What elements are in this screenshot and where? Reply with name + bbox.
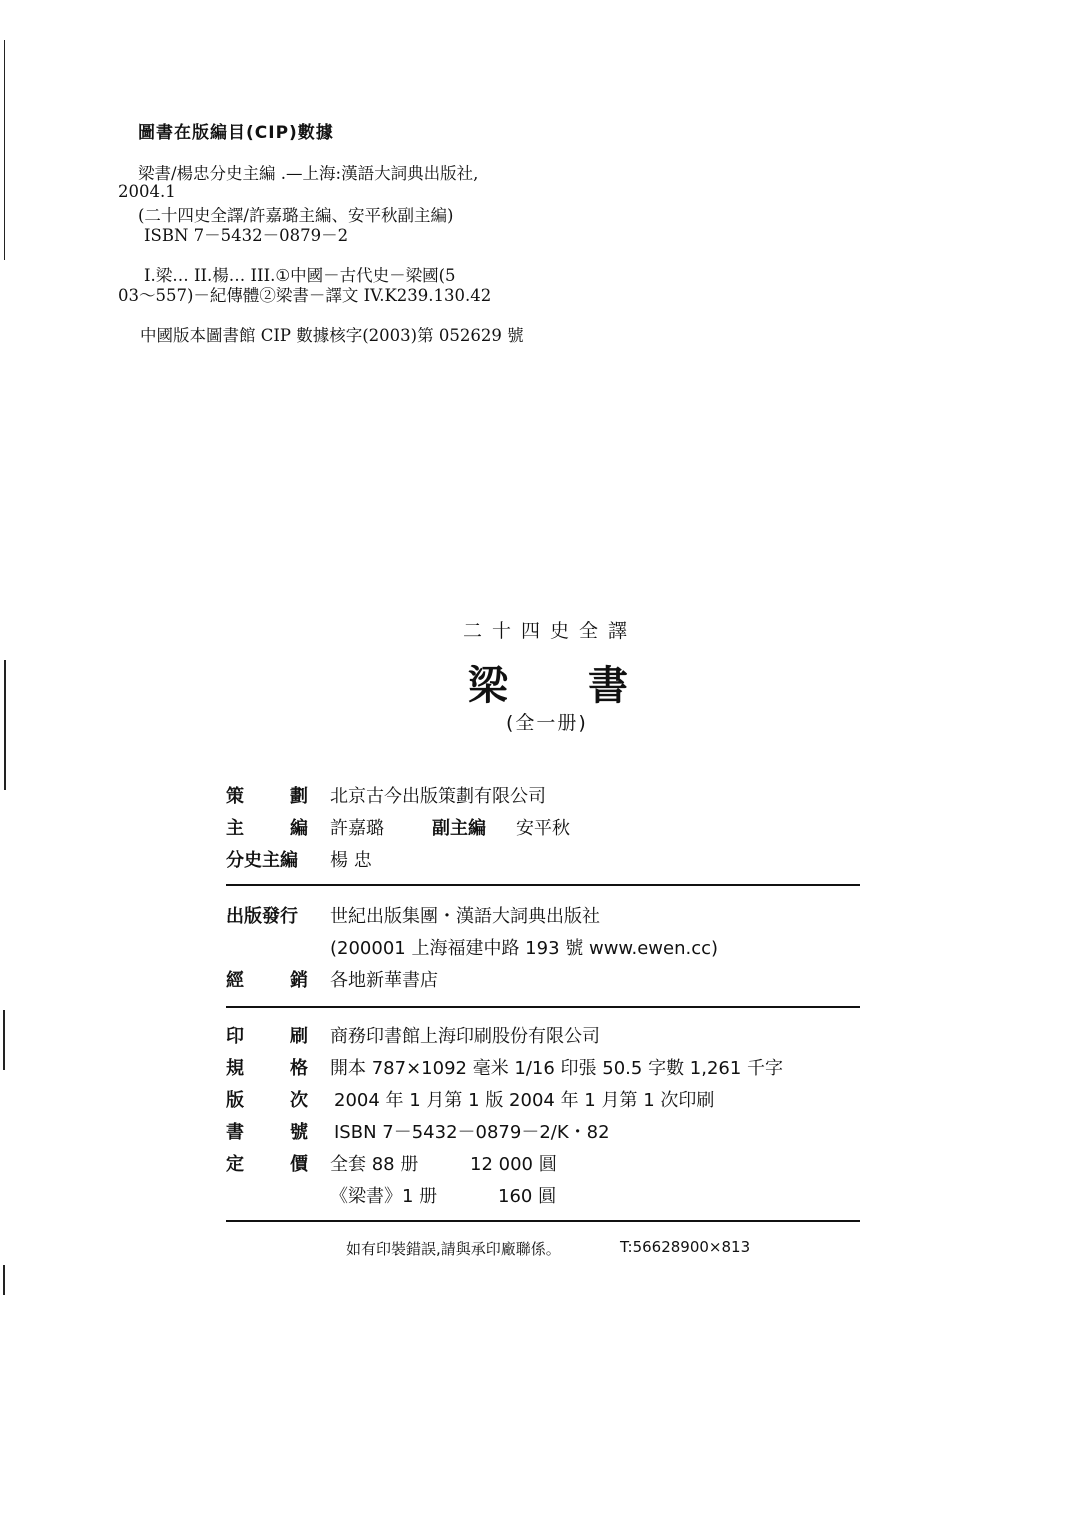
- value-price-set: 全套 88 册: [330, 1154, 419, 1175]
- value-publisher: 世紀出版集團・漢語大詞典出版社: [330, 906, 600, 927]
- label-char: 主: [226, 818, 244, 839]
- value-planning: 北京古今出版策劃有限公司: [330, 786, 546, 807]
- label-char: 規: [226, 1058, 244, 1079]
- label-char: 編: [290, 818, 308, 839]
- cip-line: 03～557)－紀傳體②梁書－譯文 IV.K239.130.42: [118, 286, 492, 305]
- value-deputy-editor: 安平秋: [516, 818, 570, 839]
- label-deputy-editor: 副主編: [432, 818, 486, 839]
- footer-notice: 如有印裝錯誤,請與承印廠聯係。: [346, 1240, 561, 1258]
- label-char: 銷: [290, 970, 308, 991]
- label-edition: [226, 1086, 308, 1112]
- book-title: 梁書: [468, 662, 708, 709]
- value-printer: 商務印書館上海印刷股份有限公司: [330, 1026, 600, 1047]
- label-char: 刷: [290, 1026, 308, 1047]
- cip-line: 中國版本圖書館 CIP 數據核字(2003)第 052629 號: [140, 326, 524, 345]
- cip-line: (二十四史全譯/許嘉璐主編、安平秋副主編): [138, 206, 454, 225]
- value-isbn: ISBN 7－5432－0879－2/K・82: [334, 1122, 610, 1143]
- label-distribution: [226, 966, 308, 992]
- label-char: 號: [290, 1122, 308, 1143]
- label-char: 印: [226, 1026, 244, 1047]
- label-section-editor: 分史主編: [226, 850, 298, 871]
- scan-edge-mark-lower: [3, 1010, 5, 1070]
- label-char: 格: [290, 1058, 308, 1079]
- cip-title: 圖書在版編目(CIP)數據: [138, 123, 334, 143]
- cip-line: I.梁… II.楊… III.①中國－古代史－梁國(5: [144, 266, 456, 285]
- label-char: 價: [290, 1154, 308, 1175]
- label-char: 書: [226, 1122, 244, 1143]
- cip-line: 2004.1: [118, 182, 176, 201]
- footer-phone: T:56628900×813: [620, 1238, 751, 1256]
- value-publisher-address: (200001 上海福建中路 193 號 www.ewen.cc): [330, 938, 719, 959]
- divider-line: [226, 1220, 860, 1222]
- scan-edge-mark-middle: [4, 660, 6, 790]
- label-isbn: [226, 1118, 308, 1144]
- value-price-set-amount: 12 000 圓: [470, 1154, 557, 1175]
- label-char: 策: [226, 786, 244, 807]
- divider-line: [226, 884, 860, 886]
- value-section-editor: 楊 忠: [330, 850, 372, 871]
- label-char: 版: [226, 1090, 244, 1111]
- divider-line: [226, 1006, 860, 1008]
- label-price: [226, 1150, 308, 1176]
- label-char: 定: [226, 1154, 244, 1175]
- label-char: 劃: [290, 786, 308, 807]
- cip-line: ISBN 7－5432－0879－2: [144, 226, 349, 245]
- value-distribution: 各地新華書店: [330, 970, 438, 991]
- label-printer: [226, 1022, 308, 1048]
- value-edition: 2004 年 1 月第 1 版 2004 年 1 月第 1 次印刷: [334, 1090, 715, 1111]
- label-publisher: 出版發行: [226, 906, 298, 927]
- value-editor: 許嘉璐: [330, 818, 384, 839]
- value-price-single-amount: 160 圓: [498, 1186, 557, 1207]
- value-specs: 開本 787×1092 毫米 1/16 印張 50.5 字數 1,261 千字: [330, 1058, 784, 1079]
- volume-note: (全一册): [506, 712, 588, 734]
- label-planning: [226, 782, 308, 808]
- scan-edge-mark-bottom: [3, 1265, 5, 1295]
- label-specs: [226, 1054, 308, 1080]
- label-char: 次: [290, 1090, 308, 1111]
- series-title: 二十四史全譯: [463, 620, 638, 642]
- cip-line: 梁書/楊忠分史主編 .—上海:漢語大詞典出版社,: [138, 164, 479, 183]
- label-char: 經: [226, 970, 244, 991]
- label-editor: [226, 814, 308, 840]
- scan-edge-mark-top: [4, 40, 5, 260]
- value-price-single: 《梁書》1 册: [330, 1186, 438, 1207]
